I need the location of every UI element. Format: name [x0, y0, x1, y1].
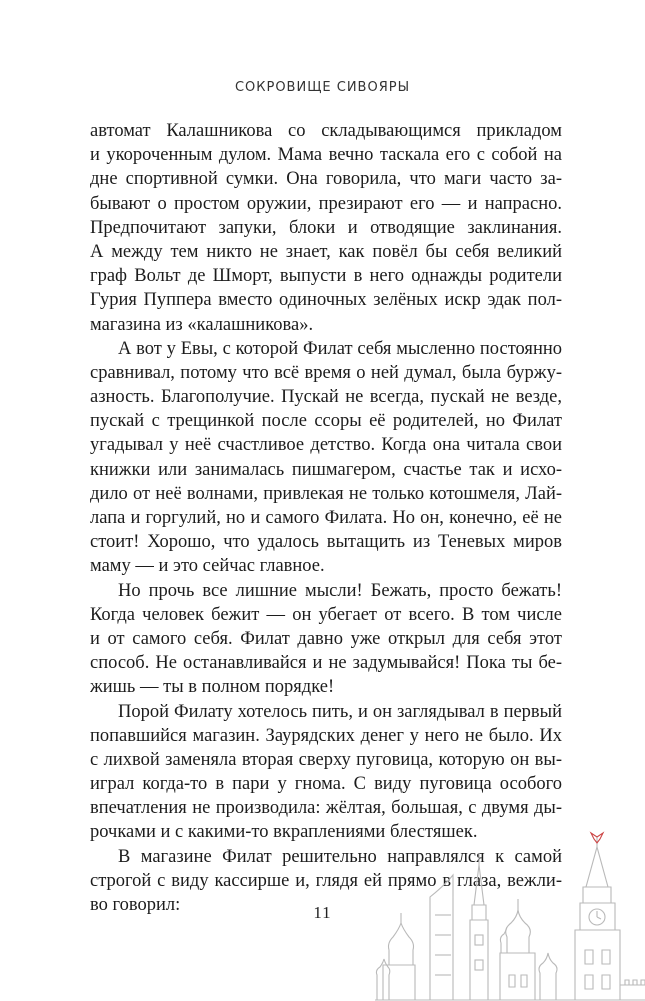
text-line: и от самого себя. Филат давно уже открыл для себя этот — [90, 628, 562, 649]
text-line: сравнивал, потому что всё время о ней думал, была буржу- — [90, 362, 562, 383]
text-line: Порой Филату хотелось пить, и он заглядывал в первый — [118, 701, 562, 722]
text-line: во говорил: — [90, 895, 181, 915]
city-skyline-illustration — [375, 825, 645, 1001]
text-line: Предпочитают запуки, блоки и отводящие заклинания. — [90, 217, 562, 238]
text-line: автомат Калашникова со складывающимся прикладом — [90, 121, 562, 141]
body-text — [90, 119, 562, 917]
text-line: жишь — ты в полном порядке! — [90, 677, 335, 698]
text-line: лапа и горгулий, но и самого Филата. Но он, конечно, её не — [90, 508, 562, 528]
text-line: А вот у Евы, с которой Филат себя мысленно постоянно — [118, 338, 562, 359]
text-line: способ. Не останавливайся и не задумывайся! Пока ты бе- — [90, 653, 562, 674]
text-line: пускай с трещинкой после ссоры её родителей, но Филат — [90, 411, 562, 432]
text-line: Гурия Пуппера вместо одиночных зелёных искр эдак пол- — [90, 290, 562, 311]
text-line: граф Вольт де Шморт, выпусти в него однажды родители — [90, 266, 562, 287]
text-line: бывают о простом оружии, презирают его — и напрасно. — [90, 193, 562, 214]
text-line: рочками и с какими-то вкраплениями блестяшек. — [90, 822, 478, 843]
text-line: маму — и это сейчас главное. — [90, 556, 325, 577]
text-line: с лихвой заменяла вторая сверху пуговица, которую он вы- — [90, 749, 562, 770]
text-line: азность. Благополучие. Пускай не всегда, пускай не везде, — [90, 387, 562, 408]
text-line: дне спортивной сумки. Она говорила, что маги часто за- — [90, 169, 562, 190]
text-line: дило от неё волнами, привлекая не только котошмеля, Лай- — [90, 483, 562, 504]
text-line: угадывал у неё счастливое детство. Когда она читала свои — [90, 435, 562, 456]
text-line: играл когда-то в пари у гнома. С виду пуговица особого — [90, 774, 562, 795]
text-line: попавшийся магазин. Заурядских денег у него не было. Их — [90, 725, 562, 746]
running-title: СОКРОВИЩЕ СИВОЯРЫ — [234, 80, 411, 95]
page-number: 11 — [313, 903, 332, 922]
text-line: А между тем никто не знает, как повёл бы себя великий — [90, 241, 562, 262]
text-line: магазина из «калашникова». — [90, 314, 314, 335]
text-line: Когда человек бежит — он убегает от всего. В том числе — [90, 604, 562, 625]
text-line: и укороченным дулом. Мама вечно таскала его с собой на — [90, 145, 562, 166]
text-line: стоит! Хорошо, что удалось вытащить из Теневых миров — [90, 532, 562, 553]
text-line: книжки или занималась пишмагером, счастье так и исхо- — [90, 459, 562, 480]
text-line: В магазине Филат решительно направлялся к самой — [118, 846, 562, 867]
text-line: Но прочь все лишние мысли! Бежать, просто бежать! — [118, 580, 562, 601]
text-line: впечатления не производила: жёлтая, большая, с двумя ды- — [90, 798, 562, 819]
text-line: строгой с виду кассирше и, глядя ей прямо в глаза, вежли- — [90, 870, 562, 891]
